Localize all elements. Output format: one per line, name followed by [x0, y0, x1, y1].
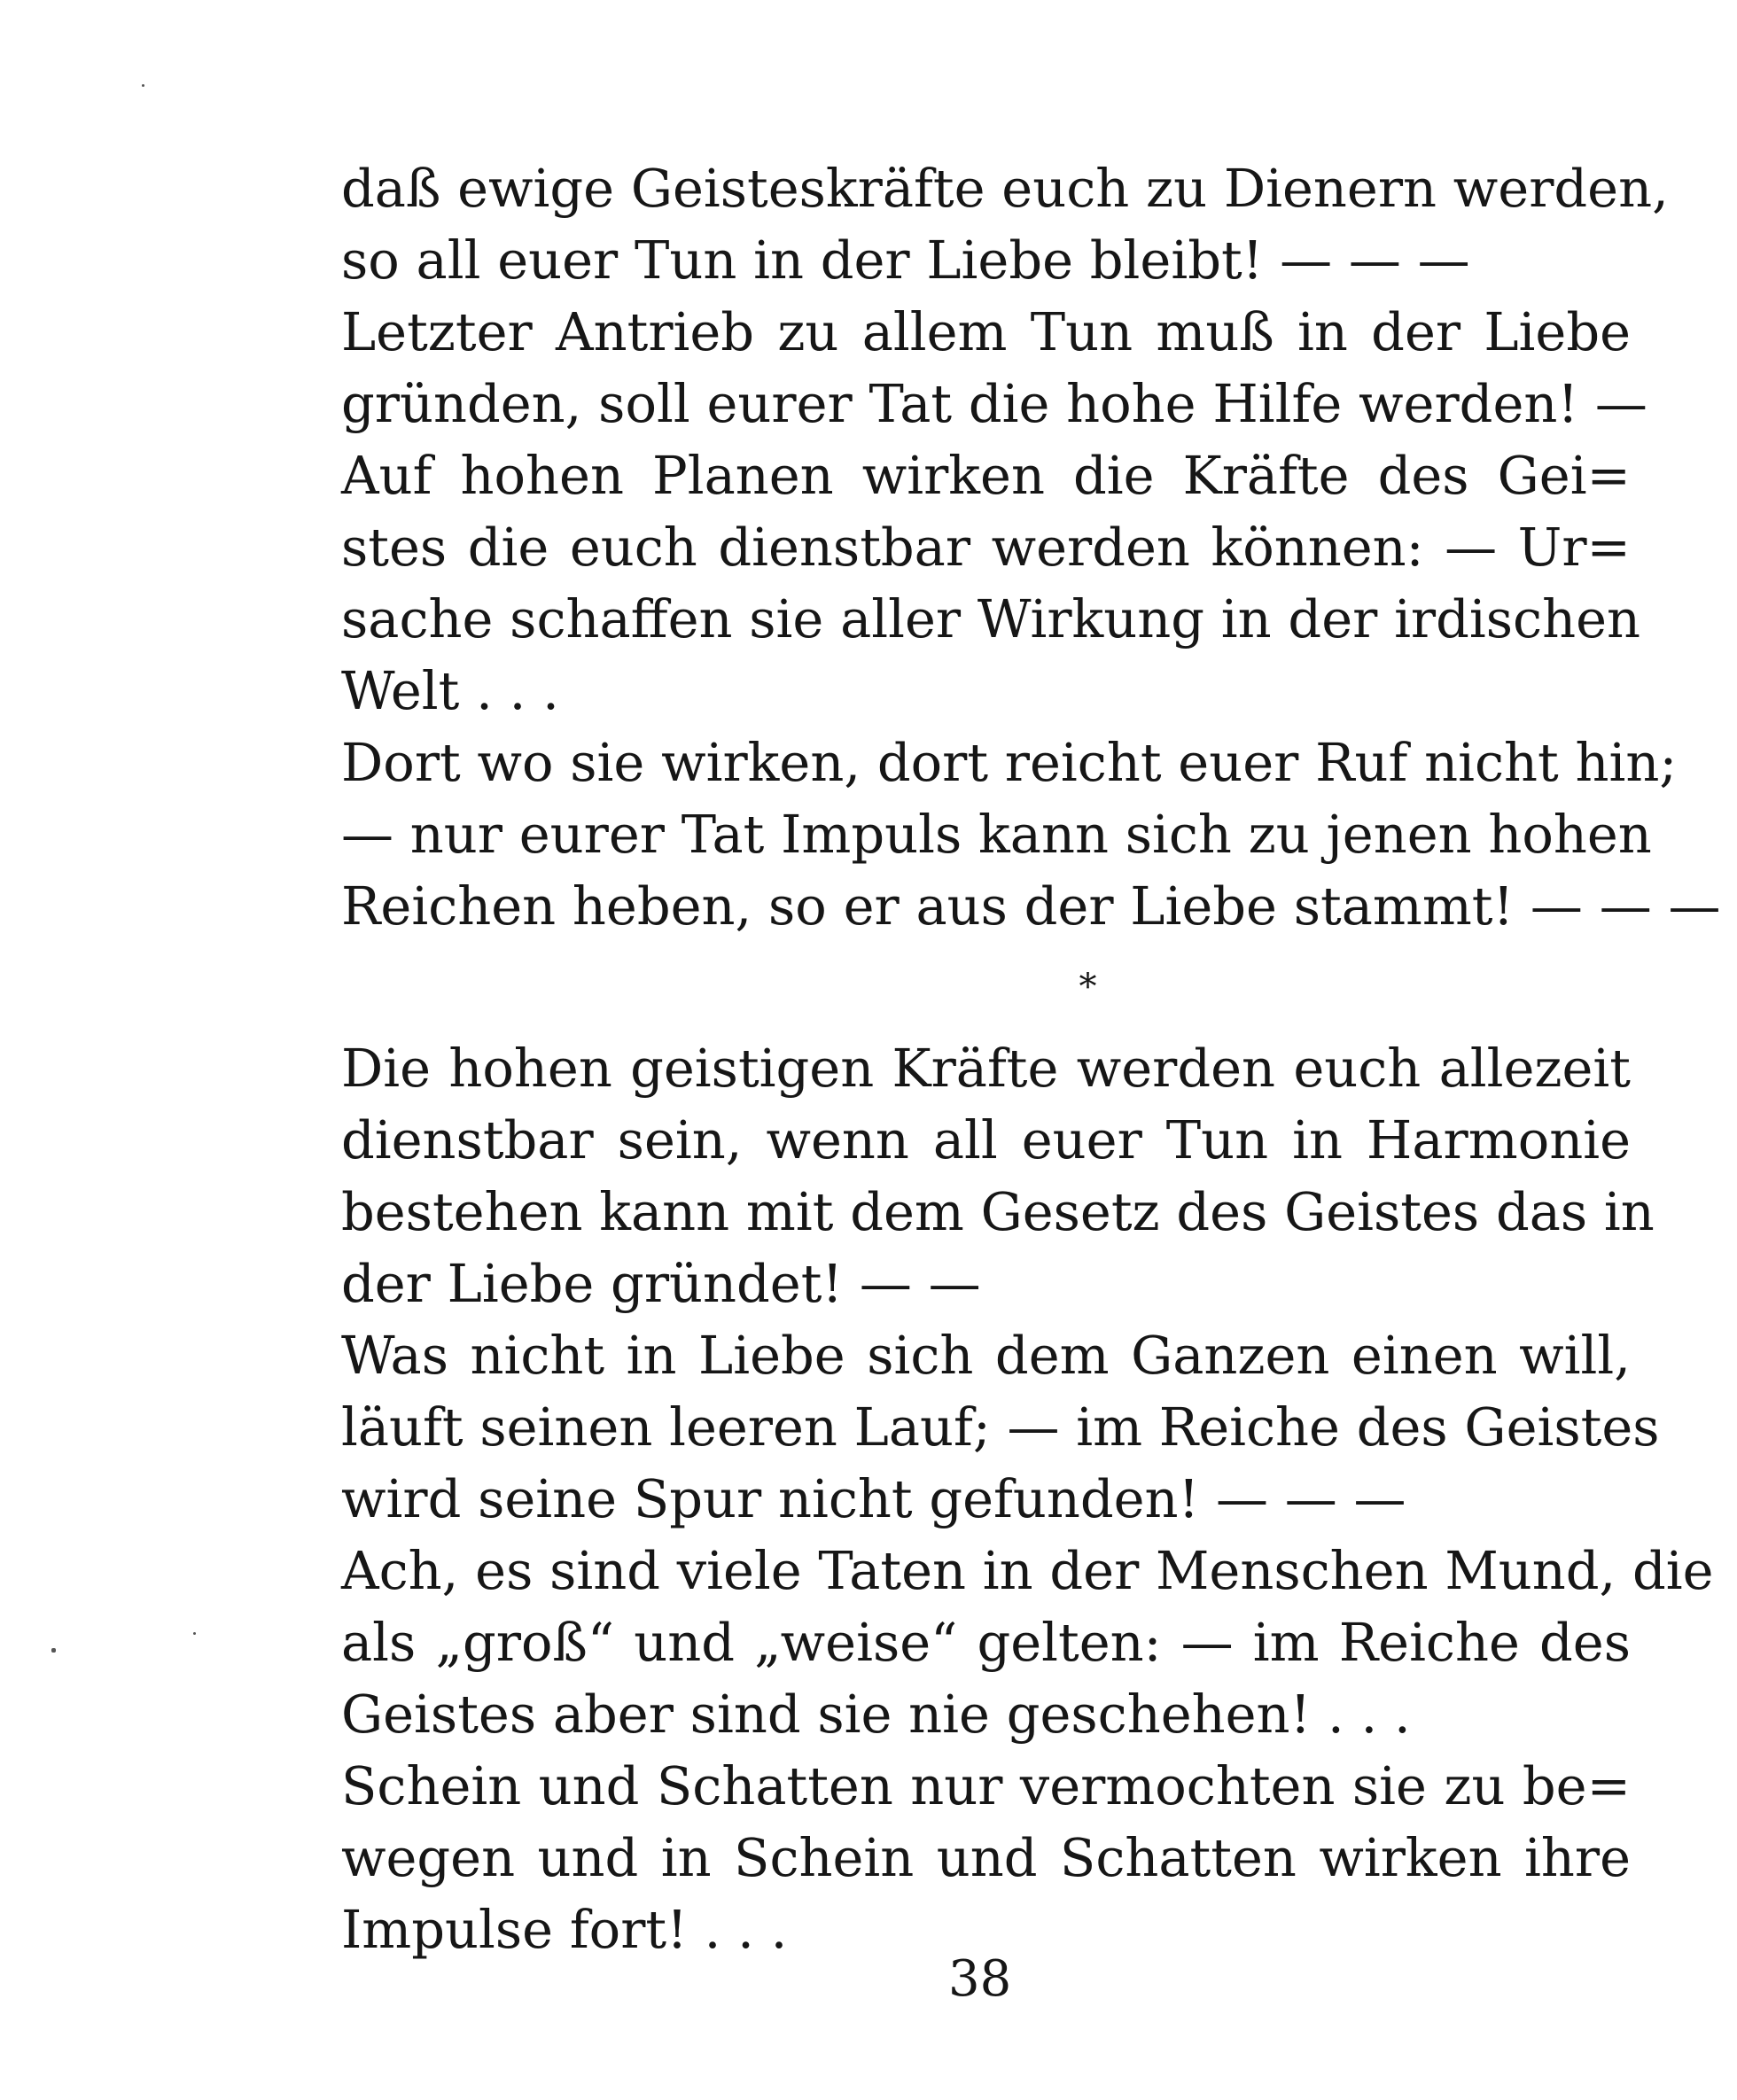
text-line: stes die euch dienstbar werden können: — Ur= — [341, 517, 1631, 578]
paragraph — [341, 1750, 1631, 1965]
paragraph — [341, 296, 1647, 439]
text-line: Schein und Schatten nur vermochten sie zu be= — [341, 1755, 1631, 1816]
text-line: dienstbar sein, wenn all euer Tun in Harmonie — [341, 1109, 1631, 1171]
scan-speck — [142, 84, 144, 87]
text-line: Dort wo sie wirken, dort reicht euer Ruf nicht hin; — [341, 732, 1678, 793]
text-line: so all euer Tun in der Liebe bleibt! — — — — [341, 229, 1470, 291]
text-line: Welt . . . — [341, 660, 559, 721]
text-line: sache schaffen sie aller Wirkung in der irdischen — [341, 588, 1641, 649]
text-line: wegen und in Schein und Schatten wirken ihre — [341, 1827, 1631, 1888]
text-line: bestehen kann mit dem Gesetz des Geistes das in — [341, 1181, 1655, 1242]
scan-speck — [51, 1648, 56, 1653]
paragraph — [341, 1535, 1714, 1750]
text-line: Auf hohen Planen wirken die Kräfte des Gei= — [341, 445, 1631, 506]
section-separator: * — [1079, 967, 1097, 1007]
text-line: Ach, es sind viele Taten in der Menschen Mund, die — [341, 1540, 1714, 1601]
paragraph — [341, 1319, 1660, 1535]
text-line: gründen, soll eurer Tat die hohe Hilfe werden! — — [341, 373, 1647, 434]
page-number: 38 — [948, 1950, 1012, 2008]
scan-speck — [193, 1632, 196, 1635]
paragraph — [341, 727, 1721, 942]
text-line: — nur eurer Tat Impuls kann sich zu jenen hohen — [341, 804, 1652, 865]
paragraph — [341, 1032, 1655, 1319]
text-line: Letzter Antrieb zu allem Tun muß in der Liebe — [341, 301, 1631, 362]
text-line: Impulse fort! . . . — [341, 1899, 788, 1960]
paragraph — [341, 152, 1669, 296]
text-line: Reichen heben, so er aus der Liebe stammt! — — — — [341, 875, 1721, 937]
text-line: Die hohen geistigen Kräfte werden euch allezeit — [341, 1038, 1631, 1099]
body-text — [341, 152, 1721, 1965]
text-line: Was nicht in Liebe sich dem Ganzen einen will, — [341, 1325, 1631, 1386]
text-line: wird seine Spur nicht gefunden! — — — — [341, 1468, 1406, 1529]
text-line: als „groß“ und „weise“ gelten: — im Reiche des — [341, 1612, 1631, 1673]
text-line: daß ewige Geisteskräfte euch zu Dienern werden, — [341, 158, 1669, 219]
text-line: läuft seinen leeren Lauf; — im Reiche des Geistes — [341, 1396, 1660, 1458]
text-line: Geistes aber sind sie nie geschehen! . . . — [341, 1684, 1411, 1745]
text-line: der Liebe gründet! — — — [341, 1253, 981, 1314]
paragraph — [341, 439, 1641, 727]
